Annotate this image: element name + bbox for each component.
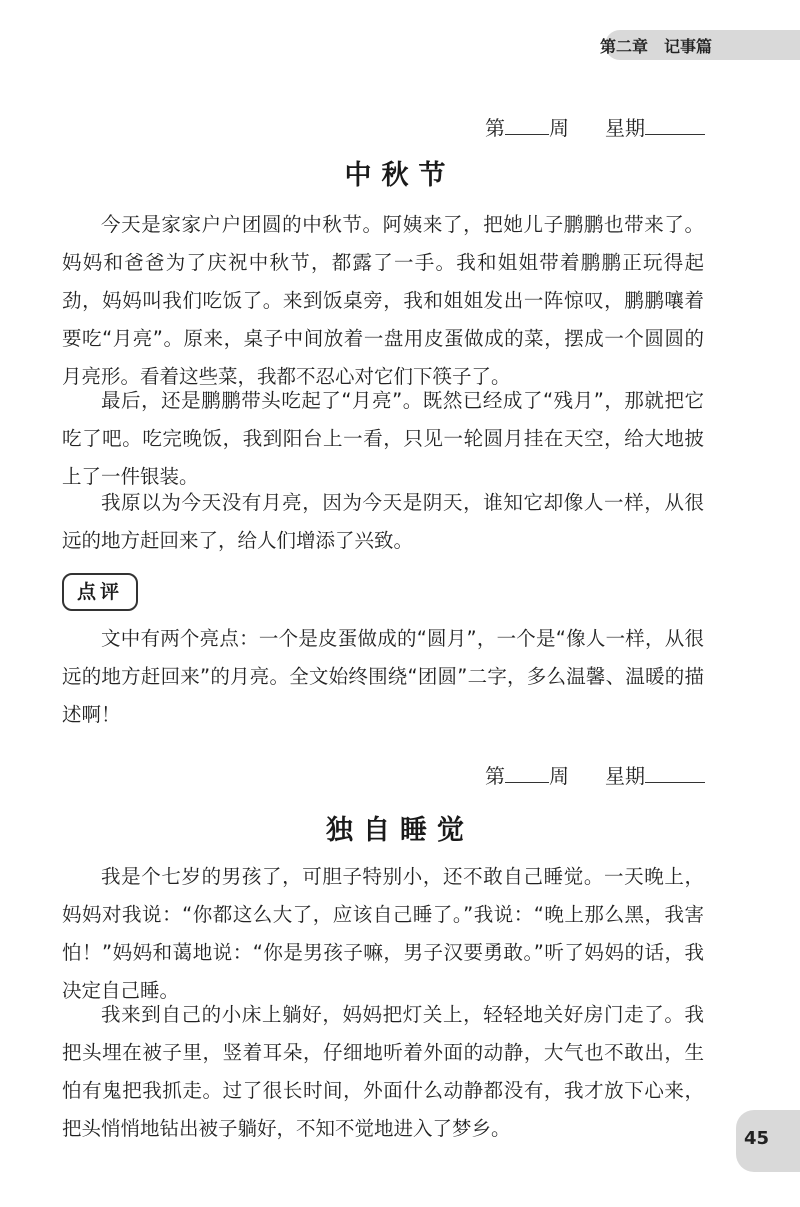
essay-paragraph: 我原以为今天没有月亮，因为今天是阴天，谁知它却像人一样，从很远的地方赶回来了，给人们增添了兴致。 [62, 491, 704, 552]
weekday-label: 星期 [605, 116, 645, 140]
week-prefix: 第 [485, 116, 505, 140]
essay-paragraph: 我是个七岁的男孩了，可胆子特别小，还不敢自己睡觉。一天晚上，妈妈对我说：“你都这么大了，应该自己睡了。”我说：“晚上那么黑，我害怕！”妈妈和蔼地说：“你是男孩子嘛，男子汉要勇敢。”听了妈妈的话，我决定自己睡。 [62, 865, 704, 1002]
chapter-header: 第二章 记事篇 [600, 37, 713, 56]
week-suffix: 周 [549, 116, 569, 140]
week-suffix: 周 [549, 764, 569, 788]
week-blank [505, 764, 549, 783]
date-line [485, 112, 705, 141]
weekday-label: 星期 [605, 764, 645, 788]
essay-paragraph: 我来到自己的小床上躺好，妈妈把灯关上，轻轻地关好房门走了。我把头埋在被子里，竖着耳朵，仔细地听着外面的动静，大气也不敢出，生怕有鬼把我抓走。过了很长时间，外面什么动静都没有，我才放下心来，把头悄悄地钻出被子躺好，不知不觉地进入了梦乡。 [62, 1003, 704, 1140]
essay-title: 中秋节 [344, 160, 456, 191]
essay-paragraph: 今天是家家户户团圆的中秋节。阿姨来了，把她儿子鹏鹏也带来了。妈妈和爸爸为了庆祝中秋节，都露了一手。我和姐姐带着鹏鹏正玩得起劲，妈妈叫我们吃饭了。来到饭桌旁，我和姐姐发出一阵惊叹，鹏鹏嚷着要吃“月亮”。原来，桌子中间放着一盘用皮蛋做成的菜，摆成一个圆圆的月亮形。看着这些菜，我都不忍心对它们下筷子了。 [62, 213, 704, 388]
comment-text: 文中有两个亮点：一个是皮蛋做成的“圆月”，一个是“像人一样，从很远的地方赶回来”的月亮。全文始终围绕“团圆”二字，多么温馨、温暖的描述啊！ [62, 627, 704, 726]
comment-badge: 点评 [62, 573, 138, 611]
date-line [485, 760, 705, 789]
essay-title: 独自睡觉 [326, 815, 474, 846]
page-number: 45 [744, 1128, 770, 1149]
week-prefix: 第 [485, 764, 505, 788]
weekday-blank [645, 116, 705, 135]
week-blank [505, 116, 549, 135]
weekday-blank [645, 764, 705, 783]
essay-paragraph: 最后，还是鹏鹏带头吃起了“月亮”。既然已经成了“残月”，那就把它吃了吧。吃完晚饭，我到阳台上一看，只见一轮圆月挂在天空，给大地披上了一件银装。 [62, 389, 704, 488]
